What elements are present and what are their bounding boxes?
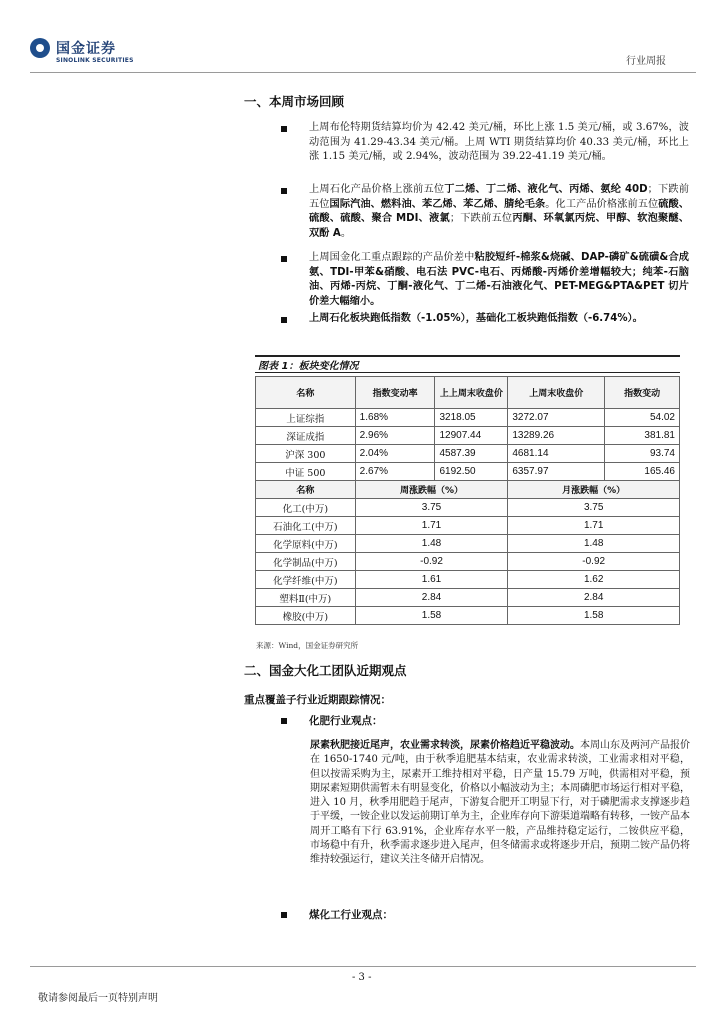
- brand-logo-icon: [30, 38, 50, 58]
- bullet-crude-oil: 上周布伦特期货结算均价为 42.42 美元/桶，环比上涨 1.5 美元/桶，或 3.67%，波动范围为 41.29-43.34 美元/桶。上周 WTI 期货结算均价 40.33 美元/桶，环比上涨 1.15 美元/桶，或 2.94%，波动范围为 39.22-41.19 美元/桶。: [309, 122, 689, 162]
- footer-disclaimer: 敬请参阅最后一页特别声明: [38, 993, 158, 1004]
- table-row: [256, 445, 680, 463]
- bullet-price-movers: 上周石化产品价格上涨前五位丁二烯、丁二烯、液化气、丙烯、氨纶 40D；下跌前五位国际汽油、燃料油、苯乙烯、苯乙烯、腈纶毛条。化工产品价格涨前五位硫酸、硫酸、硫酸、聚合 MDI、液氯；下跌前五位丙酮、环氧氯丙烷、甲醇、软泡聚醚、双酚 A。: [309, 184, 690, 239]
- table-cell: 3.75: [355, 499, 508, 517]
- table-header-cell: 名称: [256, 377, 356, 409]
- table-cell: 石油化工(中万): [256, 517, 356, 535]
- table-cell: 2.96%: [355, 427, 435, 445]
- table-cell: -0.92: [355, 553, 508, 571]
- table-cell: 1.48: [508, 535, 680, 553]
- table-cell: 3.75: [508, 499, 680, 517]
- table-cell: 上证综指: [256, 409, 356, 427]
- table-header-cell: 周涨跌幅（%）: [355, 481, 508, 499]
- table-header-cell: 上周末收盘价: [508, 377, 605, 409]
- table-cell: 2.84: [508, 589, 680, 607]
- table-cell: 12907.44: [435, 427, 508, 445]
- table-cell: 1.62: [508, 571, 680, 589]
- bullet-icon: [281, 256, 287, 262]
- bullet-spreads: 上周国金化工重点跟踪的产品价差中粘胶短纤-棉浆&烧碱、DAP-磷矿&硫磺&合成氨、TDI-甲苯&硝酸、电石法 PVC-电石、丙烯酸-丙烯价差增幅较大；纯苯-石脑油、丙烯-丙烷、丁酮-液化气、丁二烯-石油液化气、PET-MEG&PTA&PET 切片价差大幅缩小。: [309, 252, 689, 307]
- table-header-cell: 指数变动率: [355, 377, 435, 409]
- table-cell: 沪深 300: [256, 445, 356, 463]
- table-cell: 化学原料(中万): [256, 535, 356, 553]
- table-cell: 1.58: [508, 607, 680, 625]
- table-cell: 4587.39: [435, 445, 508, 463]
- fertilizer-heading: 化肥行业观点：: [309, 715, 383, 727]
- table-row: [256, 499, 680, 517]
- table-cell: 165.46: [605, 463, 680, 481]
- table-cell: 3272.07: [508, 409, 605, 427]
- table-source: 来源：Wind，国金证券研究所: [256, 641, 359, 650]
- table-cell: 3218.05: [435, 409, 508, 427]
- table-cell: 54.02: [605, 409, 680, 427]
- coal-chemical-heading: 煤化工行业观点：: [309, 909, 393, 921]
- table-header-cell: 指数变动: [605, 377, 680, 409]
- table-cell: 381.81: [605, 427, 680, 445]
- brand-name-cn: 国金证券: [56, 41, 116, 57]
- table-header-cell: 名称: [256, 481, 356, 499]
- table-row: [256, 535, 680, 553]
- table-row: [256, 517, 680, 535]
- table-row: [256, 607, 680, 625]
- table-cell: 1.58: [355, 607, 508, 625]
- bullet-icon: [281, 718, 287, 724]
- table-cell: 4681.14: [508, 445, 605, 463]
- bullet-icon: [281, 126, 287, 132]
- header-divider: [30, 72, 696, 73]
- table-header-cell: 月涨跌幅（%）: [508, 481, 680, 499]
- table-row: [256, 553, 680, 571]
- bullet-icon: [281, 912, 287, 918]
- table-cell: 化学制品(中万): [256, 553, 356, 571]
- table-cell: 1.71: [508, 517, 680, 535]
- bullet-icon: [281, 317, 287, 323]
- footer-divider: [30, 966, 696, 967]
- table-row: [256, 427, 680, 445]
- table-cell: -0.92: [508, 553, 680, 571]
- table-cell: 化工(中万): [256, 499, 356, 517]
- table-title-rule: [255, 372, 680, 373]
- table-cell: 93.74: [605, 445, 680, 463]
- page-number: - 3 -: [352, 972, 372, 983]
- table-cell: 1.48: [355, 535, 508, 553]
- table-cell: 橡胶(中万): [256, 607, 356, 625]
- section-1-title: 一、本周市场回顾: [244, 94, 345, 109]
- table-cell: 2.84: [355, 589, 508, 607]
- bullet-sector-performance: 上周石化板块跑低指数（-1.05%），基础化工板块跑低指数（-6.74%）。: [309, 313, 643, 324]
- bullet-icon: [281, 188, 287, 194]
- table-cell: 塑料Ⅱ(中万): [256, 589, 356, 607]
- table-cell: 6357.97: [508, 463, 605, 481]
- table-row: [256, 463, 680, 481]
- table-row: [256, 571, 680, 589]
- table-title: 图表 1：板块变化情况: [258, 361, 359, 372]
- brand-name-en: SINOLINK SECURITIES: [56, 57, 134, 64]
- table-cell: 1.61: [355, 571, 508, 589]
- report-type: 行业周报: [626, 56, 666, 67]
- table-cell: 1.71: [355, 517, 508, 535]
- table-cell: 6192.50: [435, 463, 508, 481]
- table-cell: 化学纤维(中万): [256, 571, 356, 589]
- sector-change-table: [255, 376, 680, 625]
- table-cell: 2.04%: [355, 445, 435, 463]
- table-row: [256, 589, 680, 607]
- table-header-cell: 上上周末收盘价: [435, 377, 508, 409]
- table-cell: 2.67%: [355, 463, 435, 481]
- table-cell: 1.68%: [355, 409, 435, 427]
- table-cell: 深证成指: [256, 427, 356, 445]
- table-header-row: [256, 377, 680, 409]
- coverage-intro: 重点覆盖子行业近期跟踪情况：: [244, 694, 391, 706]
- table-cell: 13289.26: [508, 427, 605, 445]
- table-header-row: [256, 481, 680, 499]
- table-row: [256, 409, 680, 427]
- fertilizer-paragraph: 尿素秋肥接近尾声，农业需求转淡，尿素价格趋近平稳波动。本周山东及两河产品报价在 1650-1740 元/吨，由于秋季追肥基本结束，农业需求转淡，工业需求相对平稳，但以按需采购为主，尿素开工维持相对平稳，日产量 15.79 万吨，供需相对平稳，预期尿素短期供需暂未有明显变化，价格以小幅波动为主；本周磷肥市场运行相对平稳，进入 10 月，秋季用肥趋于尾声，下游复合肥开工明显下行，对于磷肥需求支撑逐步趋于平缓，一铵企业以发运前期订单为主，企业库存向下游渠道端略有转移，一铵产品本周开工略有下行 63.91%，企业库存水平一般，产品维持稳定运行，二铵供应平稳，市场稳中有升，秋季需求逐步进入尾声，但冬储需求或将逐步开启，预期二铵产品仍将维持较强运行，建议关注冬储开启情况。: [310, 740, 690, 866]
- section-2-title: 二、国金大化工团队近期观点: [244, 663, 407, 678]
- table-cell: 中证 500: [256, 463, 356, 481]
